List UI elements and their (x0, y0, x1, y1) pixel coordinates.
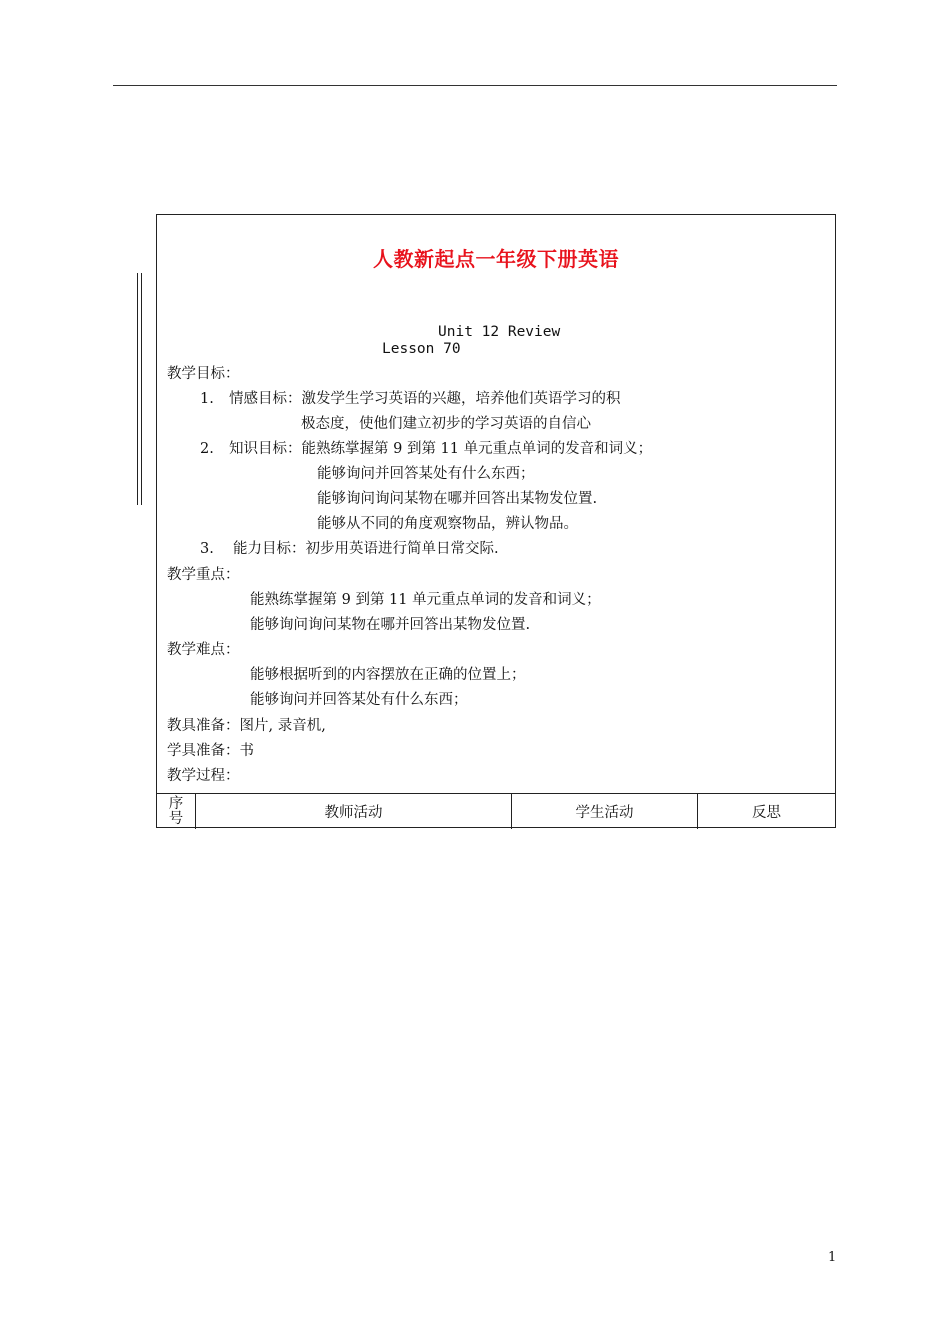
objectives-heading: 教学目标： (167, 366, 240, 382)
page-number: 1 (828, 1250, 837, 1265)
document-title: 人教新起点一年级下册英语 (373, 247, 619, 271)
header-teacher-activity: 教师活动 (196, 794, 512, 829)
difficulty-2: 能够询问并回答某处有什么东西； (250, 692, 468, 708)
difficulties-heading: 教学难点： (167, 642, 240, 658)
key-point-2: 能够询问询问某物在哪并回答出某物发位置. (250, 617, 531, 633)
objective-1-number: 1. (200, 391, 214, 407)
objective-2-number: 2. (200, 441, 214, 457)
header-seq-line-1: 序 (168, 795, 184, 812)
difficulty-1: 能够根据听到的内容摆放在正确的位置上； (250, 667, 526, 683)
objective-2: 知识目标：能熟练掌握第 9 到第 11 单元重点单词的发音和词义； (229, 441, 653, 457)
unit-title: Unit 12 Review (438, 324, 561, 340)
objective-2-c: 能够询问询问某物在哪并回答出某物发位置. (317, 491, 598, 507)
lesson-plan-frame (156, 214, 836, 828)
key-points-heading: 教学重点： (167, 567, 240, 583)
objective-2-b: 能够询问并回答某处有什么东西； (317, 466, 535, 482)
process-heading: 教学过程： (167, 768, 240, 784)
header-rule (113, 85, 837, 86)
process-table-header (157, 793, 835, 829)
objective-1-continued: 极态度，使他们建立初步的学习英语的自信心 (301, 416, 591, 432)
objective-1: 情感目标：激发学生学习英语的兴趣，培养他们英语学习的积 (229, 391, 621, 407)
header-seq (157, 794, 196, 829)
margin-bar (137, 273, 142, 505)
objective-2-d: 能够从不同的角度观察物品，辨认物品。 (317, 516, 578, 532)
lesson-title: Lesson 70 (382, 341, 461, 357)
objective-3-number: 3. (200, 541, 214, 557)
key-point-1: 能熟练掌握第 9 到第 11 单元重点单词的发音和词义； (250, 592, 601, 608)
header-seq-line-2: 号 (168, 810, 184, 827)
header-student-activity: 学生活动 (512, 794, 698, 829)
teacher-prep: 教具准备：图片, 录音机, (167, 718, 326, 734)
student-prep: 学具准备：书 (167, 743, 254, 759)
objective-3: 能力目标：初步用英语进行简单日常交际. (233, 541, 499, 557)
header-reflection: 反思 (752, 805, 781, 821)
